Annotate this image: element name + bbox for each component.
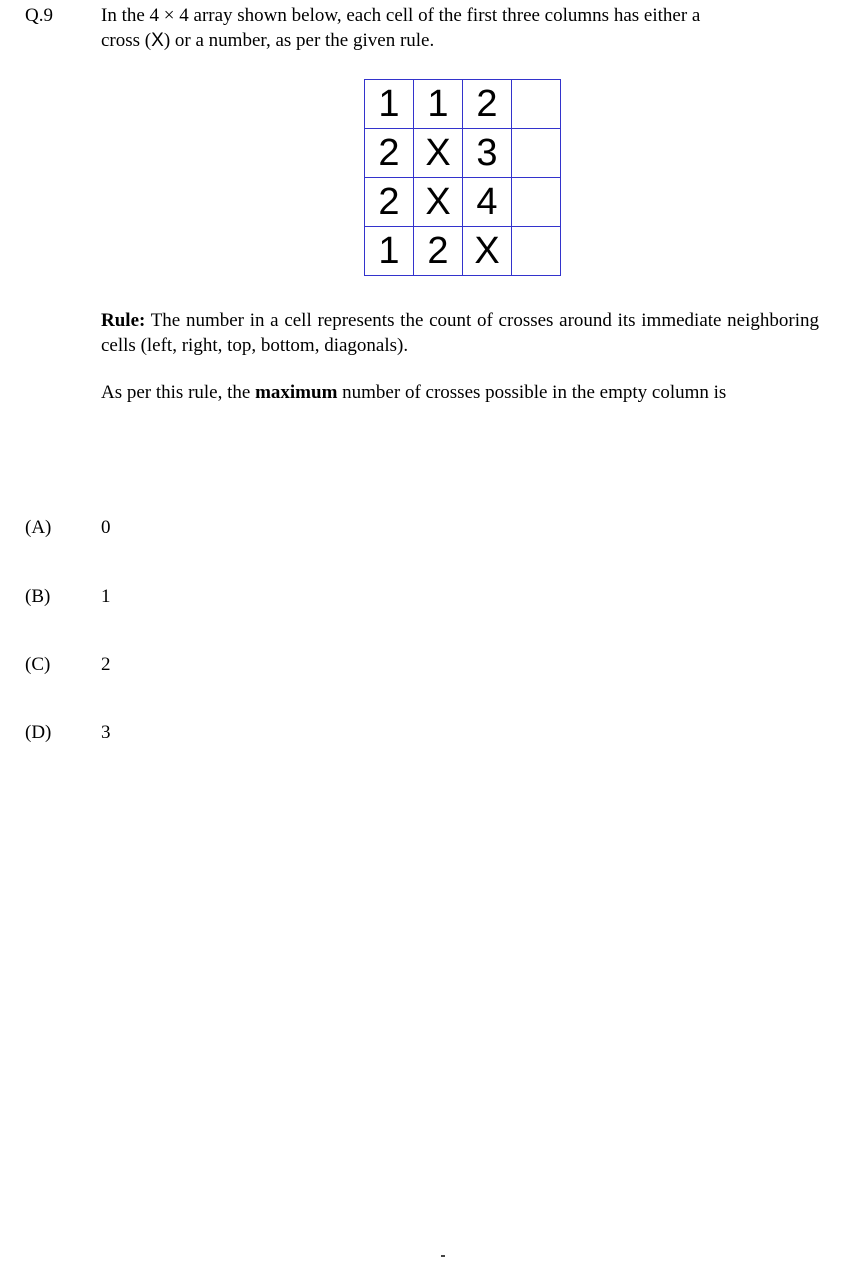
option-b[interactable] — [0, 584, 300, 609]
stem-line-2-start: cross ( — [101, 30, 152, 51]
grid-cell-r1c1: 1 — [365, 80, 414, 129]
option-a-letter: (A) — [25, 517, 52, 538]
grid-cell-r4c2: 2 — [414, 227, 463, 276]
grid-row-2 — [365, 129, 561, 178]
grid-cell-r1c2: 1 — [414, 80, 463, 129]
prompt-end: number of crosses possible in the empty column is — [337, 382, 727, 403]
option-d[interactable] — [0, 720, 300, 745]
grid-cell-r3c1: 2 — [365, 178, 414, 227]
grid-cell-r1c3: 2 — [463, 80, 512, 129]
cross-symbol: X — [151, 30, 164, 51]
option-b-letter: (B) — [25, 586, 51, 607]
question-stem — [101, 3, 819, 53]
grid-cell-r3c3: 4 — [463, 178, 512, 227]
prompt-emphasis: maximum — [255, 382, 338, 403]
grid-cell-r2c3: 3 — [463, 129, 512, 178]
question-prompt — [101, 380, 831, 405]
grid-cell-r2c2: X — [414, 129, 463, 178]
option-b-value: 1 — [101, 586, 111, 607]
grid-cell-r2c1: 2 — [365, 129, 414, 178]
prompt-start: As per this rule, the — [101, 382, 256, 403]
grid-row-1 — [365, 80, 561, 129]
rule-label: Rule: — [101, 310, 146, 331]
grid-cell-r4c3: X — [463, 227, 512, 276]
puzzle-grid — [364, 79, 561, 276]
option-c-letter: (C) — [25, 654, 51, 675]
stem-line-1: In the 4 × 4 array shown below, each cell of the first three columns has either a — [101, 5, 701, 26]
rule-text: The number in a cell represents the count of crosses around its immediate neighboring cells (left, right, top, bottom, diagonals). — [101, 310, 819, 356]
page-footer-mark — [441, 1255, 445, 1257]
grid-cell-r1c4 — [512, 80, 561, 129]
stem-line-2 — [101, 28, 819, 53]
option-d-letter: (D) — [25, 722, 52, 743]
grid-cell-r2c4 — [512, 129, 561, 178]
grid-cell-r3c4 — [512, 178, 561, 227]
option-a[interactable] — [0, 515, 300, 540]
grid-cell-r4c4 — [512, 227, 561, 276]
question-number: Q.9 — [25, 5, 53, 26]
option-c[interactable] — [0, 652, 300, 677]
grid-row-3 — [365, 178, 561, 227]
stem-line-2-end: ) or a number, as per the given rule. — [163, 30, 435, 51]
grid-cell-r4c1: 1 — [365, 227, 414, 276]
option-c-value: 2 — [101, 654, 111, 675]
option-d-value: 3 — [101, 722, 111, 743]
rule-paragraph — [101, 308, 819, 358]
grid-cell-r3c2: X — [414, 178, 463, 227]
option-a-value: 0 — [101, 517, 111, 538]
grid-row-4 — [365, 227, 561, 276]
